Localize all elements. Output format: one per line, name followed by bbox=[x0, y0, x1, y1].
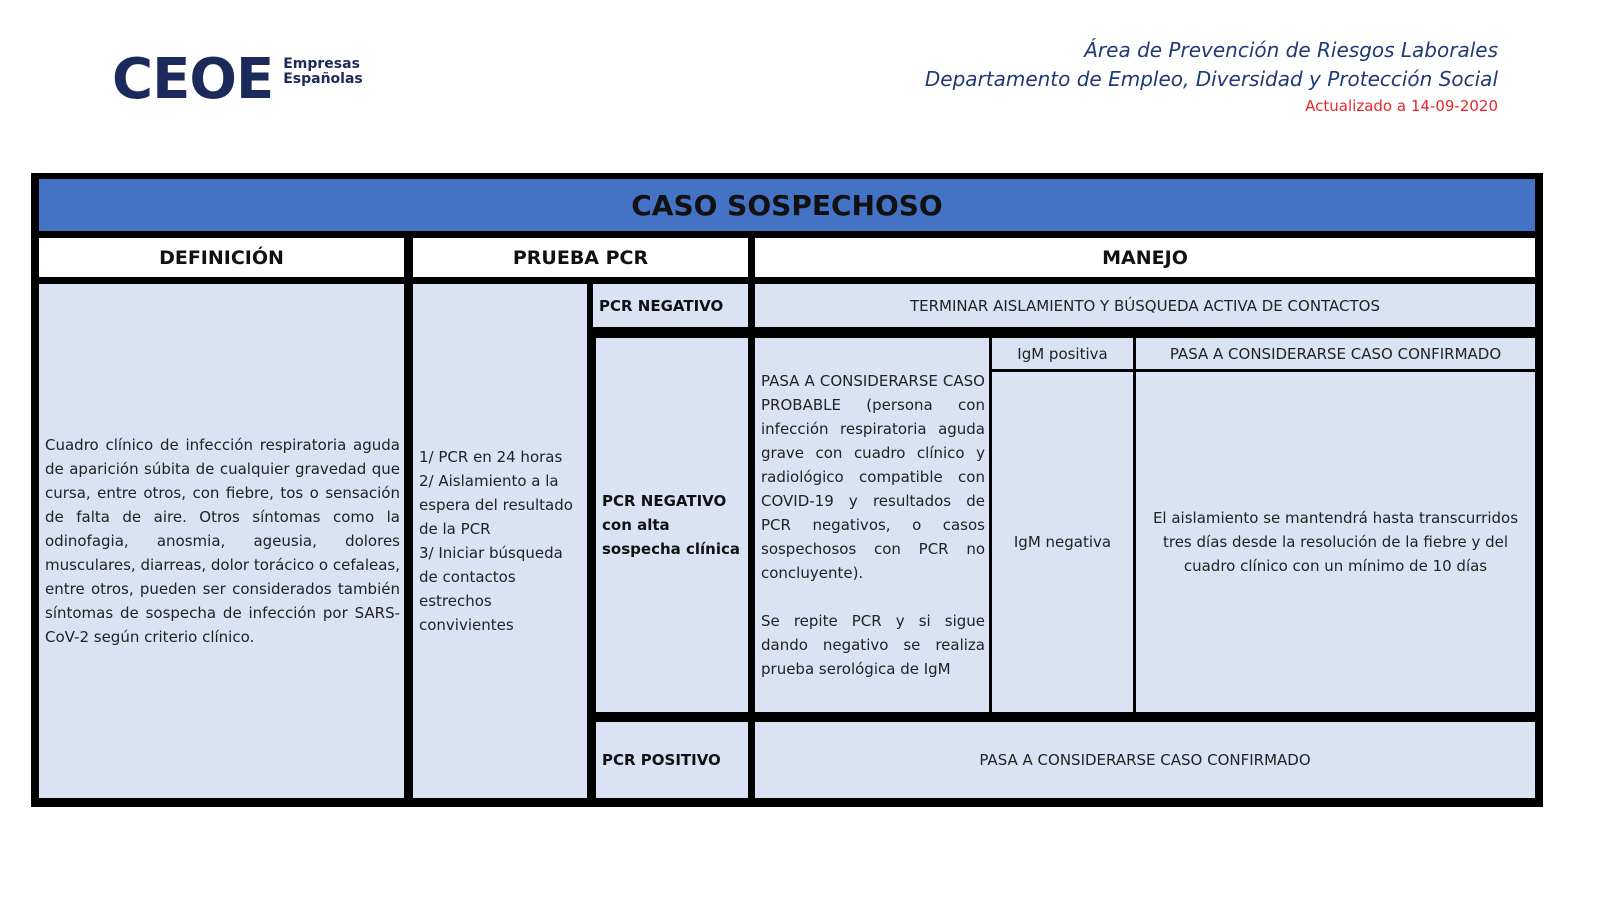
pcr-negativo-manejo: TERMINAR AISLAMIENTO Y BÚSQUEDA ACTIVA DE CONTACTOS bbox=[755, 284, 1535, 327]
pcr-negativo-label: PCR NEGATIVO bbox=[593, 284, 748, 327]
logo-mark: CEOE bbox=[112, 47, 274, 112]
pcr-positivo-label: PCR POSITIVO bbox=[596, 722, 748, 798]
pcr-steps-list bbox=[419, 445, 583, 637]
caso-probable-text: PASA A CONSIDERARSE CASO PROBABLE (persona con infección respiratoria aguda grave con cuadro clínico y radiológico compatible con COVID-19 y resultados de PCR negativos, o casos sospechosos con PCR no concluyente). bbox=[761, 372, 985, 582]
igm-negativa-label: IgM negativa bbox=[992, 372, 1133, 712]
table-title: CASO SOSPECHOSO bbox=[39, 179, 1535, 231]
pcr-steps-cell bbox=[413, 284, 587, 798]
repite-pcr-text: Se repite PCR y si sigue dando negativo se realiza prueba serológica de IgM bbox=[761, 612, 985, 678]
caso-probable-cell bbox=[755, 338, 989, 712]
header-prueba-pcr: PRUEBA PCR bbox=[413, 238, 748, 277]
igm-positiva-result: PASA A CONSIDERARSE CASO CONFIRMADO bbox=[1136, 338, 1535, 369]
pcr-negativo-alta-label: PCR NEGATIVO con alta sospecha clínica bbox=[596, 338, 748, 712]
igm-positiva-label: IgM positiva bbox=[992, 338, 1133, 369]
caso-sospechoso-table bbox=[31, 173, 1543, 807]
logo-sub-line1: Empresas bbox=[283, 56, 360, 72]
header-definicion: DEFINICIÓN bbox=[39, 238, 404, 277]
igm-negativa-result: El aislamiento se mantendrá hasta transcurridos tres días desde la resolución de la fiebre y del cuadro clínico con un mínimo de 10 días bbox=[1136, 372, 1535, 712]
pcr-step-2: 2/ Aislamiento a la espera del resultado de la PCR bbox=[419, 472, 573, 538]
pcr-positivo-manejo: PASA A CONSIDERARSE CASO CONFIRMADO bbox=[755, 722, 1535, 798]
pcr-step-3: 3/ Iniciar búsqueda de contactos estrechos convivientes bbox=[419, 544, 563, 634]
area-title: Área de Prevención de Riesgos Laborales bbox=[1084, 38, 1498, 62]
logo-subtitle bbox=[283, 57, 363, 87]
department-title: Departamento de Empleo, Diversidad y Protección Social bbox=[924, 67, 1498, 91]
definicion-text: Cuadro clínico de infección respiratoria aguda de aparición súbita de cualquier gravedad que cursa, entre otros, con fiebre, tos o sensación de falta de aire. Otros síntomas como la odinofagia, anosmia, ageusia, dolores musculares, diarreas, dolor torácico o cefaleas, entre otros, pueden ser considerados también síntomas de sospecha de infección por SARS-CoV-2 según criterio clínico. bbox=[45, 436, 400, 646]
updated-date: Actualizado a 14-09-2020 bbox=[1305, 97, 1498, 115]
definicion-cell bbox=[39, 284, 404, 798]
ceoe-logo bbox=[112, 47, 363, 112]
logo-sub-line2: Españolas bbox=[283, 71, 363, 87]
pcr-step-1: 1/ PCR en 24 horas bbox=[419, 448, 563, 466]
header-info bbox=[925, 36, 1498, 118]
header-manejo: MANEJO bbox=[755, 238, 1535, 277]
